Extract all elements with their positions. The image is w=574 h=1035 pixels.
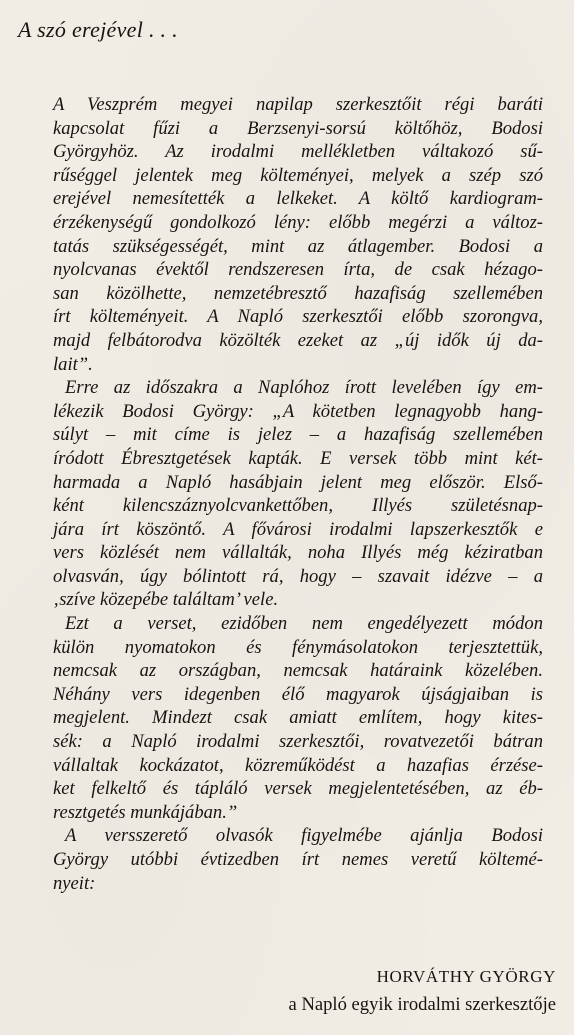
text-line: vers közlését nem vállalták, noha Illyés még kéziratban (53, 542, 543, 564)
text-line: harmada a Napló hasábjain jelent meg először. Első- (53, 471, 543, 493)
text-line: íródott Ébresztgetések kapták. E versek több mint két- (53, 447, 543, 469)
text-line: vállaltak kockázatot, közreműködést a hazafias érzése- (53, 754, 543, 776)
text-line: A Veszprém megyei napilap szerkesztőit régi baráti (53, 94, 543, 115)
paragraph (53, 612, 543, 824)
text-line: majd felbátorodva közölték ezeket az „új idők új da- (53, 329, 543, 351)
text-line: tatás szükségességét, mint az átlagember. Bodosi a (53, 235, 543, 257)
text-line: sék: a Napló irodalmi szerkesztői, rovatvezetői bátran (53, 731, 543, 753)
text-line: lékezik Bodosi György: „A kötetben legnagyobb hang- (53, 400, 543, 422)
text-line: Néhány vers idegenben élő magyarok újságjaiban is (53, 683, 543, 705)
text-line: Ezt a verset, ezidőben nem engedélyezett módon (65, 613, 543, 635)
paragraph (53, 824, 543, 895)
text-line: külön nyomatokon és fénymásolatokon terjesztettük, (53, 636, 543, 658)
text-line: írt költeményeit. A Napló szerkesztői előbb szorongva, (53, 306, 543, 328)
text-line: san közölhette, nemzetébresztő hazafiság szellemében (53, 282, 543, 304)
author-role: a Napló egyik irodalmi szerkesztője (288, 994, 556, 1015)
text-line: A versszerető olvasók figyelmébe ajánlja Bodosi (65, 825, 543, 847)
text-line: ket felkeltő és tápláló versek megjelentetésében, az éb- (53, 778, 543, 800)
text-line: olvasván, úgy bólintott rá, hogy – szavait idézve – a (53, 565, 543, 587)
paragraph (53, 376, 543, 612)
text-line: nyeit: (53, 872, 96, 894)
page-heading: A szó erejével . . . (18, 17, 178, 42)
text-line: érzékenységű gondolkozó lény: előbb megérzi a változ- (53, 211, 543, 233)
text-line: György utóbbi évtizedben írt nemes veretű költemé- (53, 849, 543, 870)
text-line: rűséggel jelentek meg költeményei, melyek a szép szó (53, 164, 543, 186)
text-line: Erre az időszakra a Naplóhoz írott levelében így em- (65, 377, 543, 399)
paragraph (53, 93, 543, 376)
body-text (53, 93, 543, 895)
text-line: súlyt – mit címe is jelez – a hazafiság szellemében (53, 424, 543, 446)
text-line: resztgetés munkájában.” (53, 801, 238, 823)
signature (289, 963, 556, 1019)
text-line: erejével nemesítették a lelkeket. A költő kardiogram- (53, 188, 543, 210)
text-line: nyolcvanas évektől rendszeresen írta, de csak hézago- (53, 259, 543, 281)
text-line: jára írt köszöntő. A fővárosi irodalmi lapszerkesztők e (53, 518, 543, 540)
text-line: ként kilencszáznyolcvankettőben, Illyés születésnap- (53, 495, 543, 517)
text-line: megjelent. Mindezt csak amiatt említem, hogy kites- (53, 707, 543, 729)
text-line: Györgyhöz. Az irodalmi mellékletben váltakozó sű- (53, 141, 543, 163)
text-line: ‚szíve közepébe találtam’ vele. (53, 589, 279, 611)
text-line: kapcsolat fűzi a Berzsenyi-sorsú költőhöz, Bodosi (53, 117, 543, 139)
author-name: HORVÁTHY GYÖRGY (376, 967, 556, 986)
text-line: nemcsak az országban, nemcsak határaink közelében. (53, 660, 543, 682)
text-line: lait”. (53, 353, 93, 375)
